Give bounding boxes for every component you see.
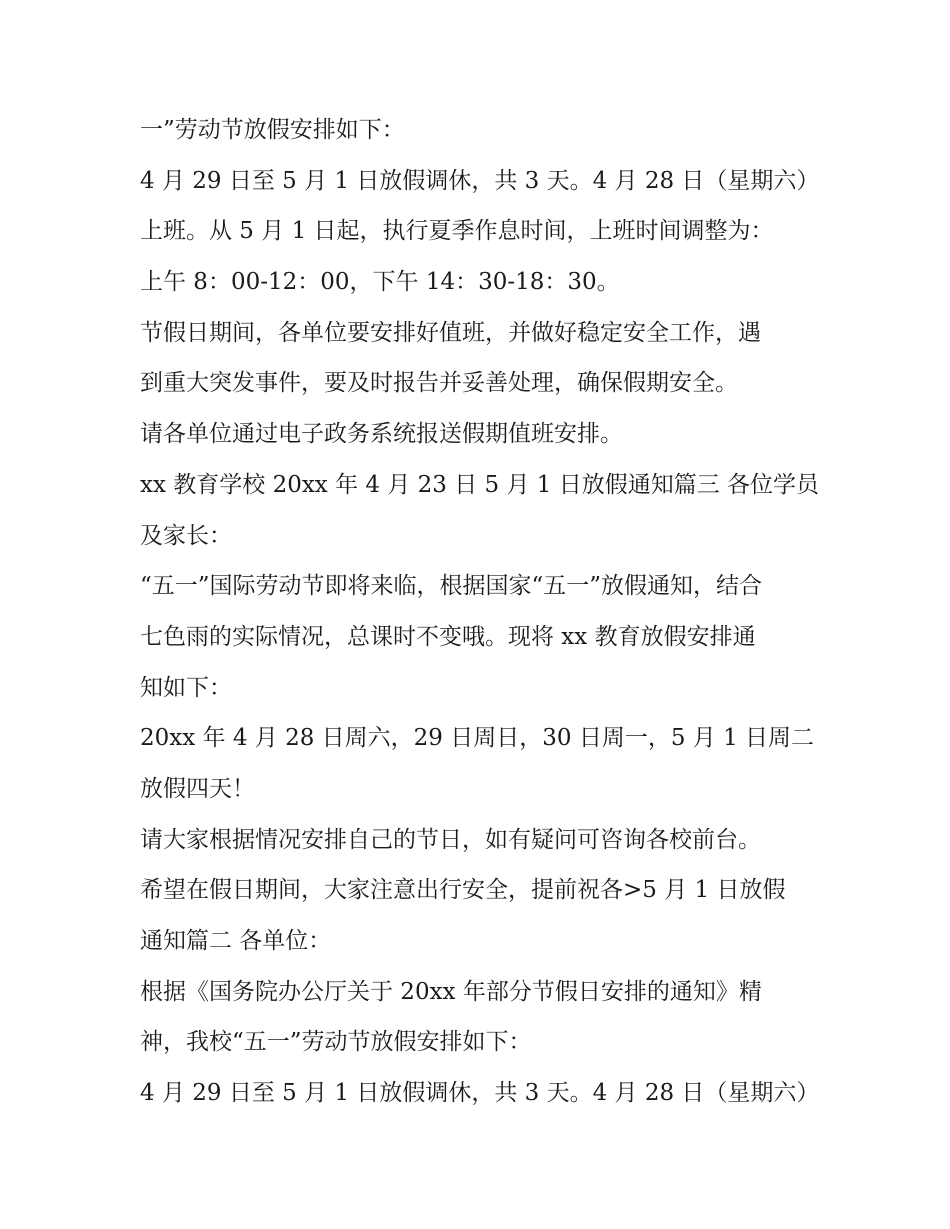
text-line: 知如下：	[140, 674, 232, 701]
text-line: 上班。从 5 月 1 日起，执行夏季作息时间，上班时间调整为：	[140, 218, 774, 245]
text-line: 一”劳动节放假安排如下：	[140, 117, 405, 143]
text-line: 上午 8：00-12：00，下午 14：30-18：30。	[140, 269, 620, 296]
document-body	[140, 105, 820, 1119]
text-line: 4 月 29 日至 5 月 1 日放假调休，共 3 天。4 月 28 日（星期六）	[140, 167, 820, 194]
text-line: 通知篇二 各单位：	[140, 928, 332, 954]
text-line: 4 月 29 日至 5 月 1 日放假调休，共 3 天。4 月 28 日（星期六）	[140, 1080, 820, 1107]
text-line: 根据《国务院办公厅关于 20xx 年部分节假日安排的通知》精	[140, 978, 762, 1005]
text-line: 20xx 年 4 月 28 日周六，29 日周日，30 日周一，5 月 1 日周二	[140, 725, 815, 752]
text-line: 放假四天！	[140, 775, 255, 802]
text-line: 请大家根据情况安排自己的节日，如有疑问可咨询各校前台。	[140, 826, 761, 853]
text-line: “五一”国际劳动节即将来临，根据国家“五一”放假通知，结合	[140, 573, 763, 600]
text-line: 希望在假日期间，大家注意出行安全，提前祝各>5 月 1 日放假	[140, 877, 786, 904]
text-line: 及家长：	[140, 522, 232, 549]
text-line: 到重大突发事件，要及时报告并妥善处理，确保假期安全。	[140, 370, 738, 397]
text-line: 节假日期间，各单位要安排好值班，并做好稳定安全工作，遇	[140, 319, 761, 346]
text-line: 七色雨的实际情况，总课时不变哦。现将 xx 教育放假安排通	[140, 623, 756, 650]
text-line: xx 教育学校 20xx 年 4 月 23 日 5 月 1 日放假通知篇三 各位学员	[140, 471, 820, 498]
text-line: 神，我校“五一”劳动节放假安排如下：	[140, 1029, 532, 1056]
text-line: 请各单位通过电子政务系统报送假期值班安排。	[140, 421, 623, 448]
